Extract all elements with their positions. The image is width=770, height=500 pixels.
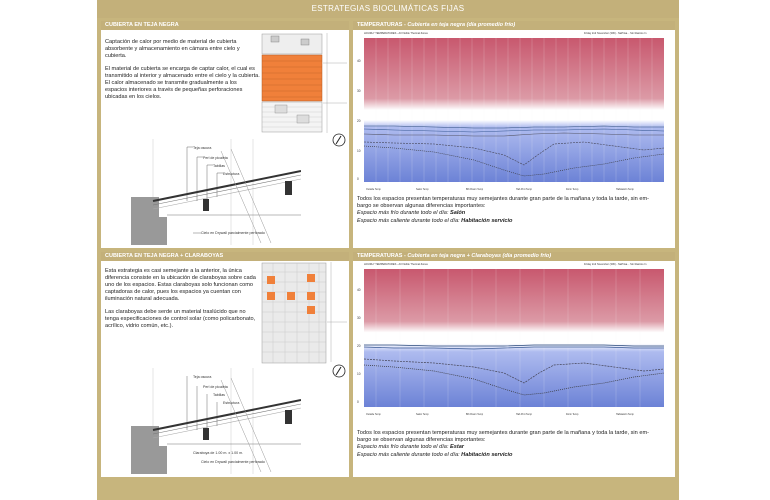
paragraph: El material de cubierta se encarga de captar calor, el cual es transmitido al interior y almacenado entre el cielo y la cubierta. El calor almacenado se transmite gradualmente a los espacios interiores a través de pequeñas perforaciones ubicadas en los cielos.: [105, 66, 260, 100]
section-label: Cielo en Drywall parcialmente perforado: [201, 231, 265, 235]
section-label: Estructura: [223, 172, 240, 176]
chart-caption: HOURLY TEMPERATURES - All Visible Thermal Zones: [364, 263, 428, 266]
y-tick: 20: [357, 119, 361, 123]
coldest-space: Espacio más frío durante todo el día: Estar: [357, 444, 464, 451]
north-arrow-icon: [332, 364, 346, 378]
temperature-chart: [354, 30, 674, 210]
chart-caption: HOURLY TEMPERATURES - All Visible Thermal Zones: [364, 32, 428, 35]
y-tick: 10: [357, 372, 361, 376]
section-label: Teja oscura: [193, 375, 212, 379]
hottest-space: Espacio más caliente durante todo el día: Habitación servicio: [357, 451, 513, 458]
legend-item: Hab Prot Temp: [516, 413, 532, 416]
paragraph: Las claraboyas debe serde un material traslúcido que no tenga especificaciones de control solar (como policarbonato, acrílico, vidrio común, etc.).: [105, 309, 256, 329]
section-label: Claraboya de 1.00 m. x 1.00 m.: [193, 451, 244, 455]
legend-item: Hab Prot Temp: [516, 188, 532, 191]
page-title: ESTRATEGIAS BIOCLIMÁTICAS FIJAS: [97, 0, 679, 18]
panel-header: [353, 21, 675, 30]
legend-item: Outside Temp: [366, 188, 381, 191]
text-line: bargo se observan algunas diferencias importantes:: [357, 203, 486, 210]
chart-caption: Friday 2nd November (306) - NaPrisa... Sin Rastros In: [584, 263, 647, 266]
y-tick: 20: [357, 344, 361, 348]
text-line: Todos los espacios presentan temperaturas muy semejantes durante gran parte de la mañana y toda la tarde, sin em-: [357, 430, 649, 436]
chart-caption: Friday 2nd November (306) - NaPrisa... Sin Rastros In: [584, 32, 647, 35]
roof-plan-drawing: [261, 33, 347, 143]
legend-item: Salon Temp: [416, 188, 429, 191]
y-tick: 0: [357, 400, 359, 404]
roof-section-skylight-drawing: [131, 368, 301, 474]
paragraph: Captación de calor por medio de material de cubierta absorbente y almacenamiento en cámara entre cielo y cubierta.: [105, 39, 240, 59]
section-label: Tabillas: [213, 164, 225, 168]
text-line: Todos los espacios presentan temperaturas muy semejantes durante gran parte de la mañana y toda la tarde, sin em-: [357, 196, 649, 202]
legend-item: Salon Temp: [416, 413, 429, 416]
temperature-chart: [354, 261, 674, 425]
y-tick: 30: [357, 89, 361, 93]
panel-temperaturas-2: [353, 252, 675, 477]
section-label: Cielo en Drywall parcialmente perforado: [201, 460, 265, 464]
section-label: Tabillas: [213, 393, 225, 397]
analysis-text: [357, 430, 672, 459]
section-label: Estructura: [223, 401, 240, 405]
y-tick: 40: [357, 288, 361, 292]
panel-cubierta-claraboyas: [101, 252, 349, 477]
legend-item: Dorm Temp: [566, 188, 579, 191]
paragraph: Esta estrategia es casi semejante a la anterior, la única diferencia consiste en la ubicación de claraboyas sobre cada uno de los espacios. Estas claraboyas solo funcionan como captadoras de calor, pues los espacios ya cuentan con iluminación natural adecuada.: [105, 268, 256, 302]
legend-item: Bth Room Temp: [466, 413, 484, 416]
legend-item: Habitación Temp: [616, 188, 634, 191]
y-tick: 0: [357, 177, 359, 181]
north-arrow-icon: [332, 133, 346, 147]
description-text: [105, 39, 260, 107]
roof-plan-skylights-drawing: [261, 262, 347, 374]
legend-item: Bth Room Temp: [466, 188, 484, 191]
hottest-space: Espacio más caliente durante todo el día: Habitación servicio: [357, 217, 513, 224]
text-line: bargo se observan algunas diferencias importantes:: [357, 437, 486, 444]
coldest-space: Espacio más frío durante todo el día: Salón: [357, 210, 466, 217]
header-prefix: TEMPERATURAS -: [357, 253, 408, 259]
y-tick: 40: [357, 59, 361, 63]
section-label: Perl de picaleta: [203, 156, 228, 160]
y-tick: 30: [357, 316, 361, 320]
panel-cubierta-teja-negra: [101, 21, 349, 248]
description-text: [105, 268, 260, 336]
legend-item: Outside Temp: [366, 413, 381, 416]
panel-header: CUBIERTA EN TEJA NEGRA + CLARABOYAS: [101, 252, 349, 261]
analysis-text: [357, 196, 672, 225]
panel-header: [353, 252, 675, 261]
section-label: Teja oscura: [193, 146, 212, 150]
header-prefix: TEMPERATURAS -: [357, 22, 408, 28]
header-subtitle: Cubierta en teja negra + Claraboyas (día promedio frío): [407, 253, 552, 259]
legend-item: Habitación Temp: [616, 413, 634, 416]
header-subtitle: Cubierta en teja negra (día promedio frío): [407, 22, 516, 28]
panel-header: CUBIERTA EN TEJA NEGRA: [101, 21, 349, 30]
legend-item: Dorm Temp: [566, 413, 579, 416]
roof-section-drawing: [131, 139, 301, 245]
y-tick: 10: [357, 149, 361, 153]
panel-temperaturas-1: [353, 21, 675, 248]
section-label: Perl de picaleta: [203, 385, 228, 389]
